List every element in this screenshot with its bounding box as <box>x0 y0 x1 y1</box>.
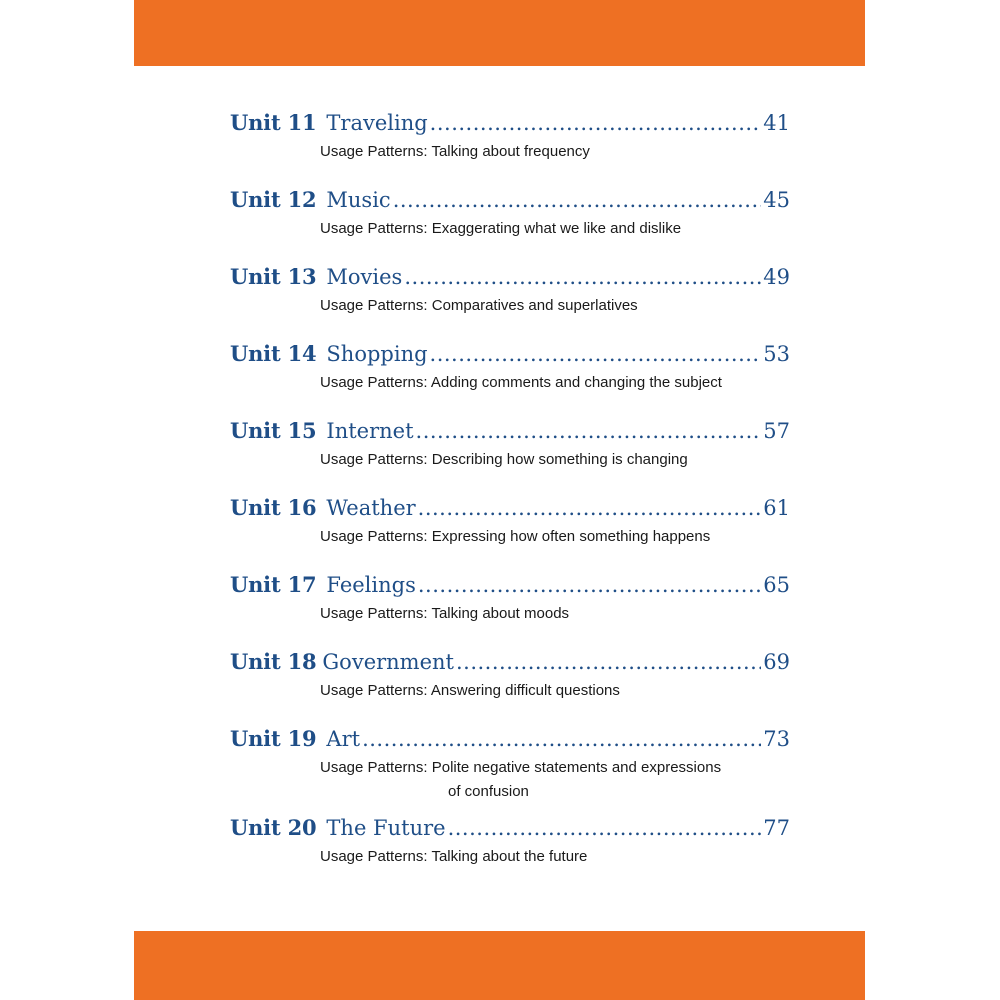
page-number: 77 <box>763 816 790 840</box>
usage-patterns-text: Talking about frequency <box>431 143 590 160</box>
dot-leader <box>456 650 761 674</box>
page-number: 73 <box>763 727 790 751</box>
usage-patterns-text: Talking about moods <box>431 605 570 622</box>
toc-heading-line <box>230 341 790 371</box>
toc-heading-line <box>230 264 790 294</box>
usage-patterns-line <box>320 602 790 626</box>
unit-number: Unit 12 <box>230 187 317 212</box>
unit-title: Internet <box>326 419 414 443</box>
page-number: 53 <box>763 342 790 366</box>
usage-patterns-text: Polite negative statements and expressions <box>431 759 722 776</box>
toc-entry-unit-20[interactable] <box>230 815 790 869</box>
usage-patterns-line <box>320 679 790 703</box>
toc-heading-line <box>230 418 790 448</box>
usage-patterns-label: Usage Patterns: <box>320 682 431 699</box>
unit-number: Unit 14 <box>230 341 317 366</box>
unit-title: Music <box>326 188 391 212</box>
usage-patterns-label: Usage Patterns: <box>320 528 432 545</box>
usage-patterns-line <box>320 756 790 780</box>
toc-heading-line <box>230 495 790 525</box>
usage-patterns-line <box>320 217 790 241</box>
dot-leader <box>430 111 762 135</box>
unit-title: Traveling <box>326 111 428 135</box>
unit-number: Unit 20 <box>230 815 317 840</box>
usage-patterns-text: Exaggerating what we like and dislike <box>431 220 682 237</box>
toc-entry-unit-18[interactable] <box>230 649 790 703</box>
toc-heading-line <box>230 649 790 679</box>
unit-title: Government <box>322 650 454 674</box>
unit-number: Unit 15 <box>230 418 317 443</box>
toc-entry-unit-13[interactable] <box>230 264 790 318</box>
dot-leader <box>404 265 761 289</box>
toc-entry-unit-14[interactable] <box>230 341 790 395</box>
unit-title: Art <box>326 727 361 751</box>
usage-patterns-label: Usage Patterns: <box>320 759 432 776</box>
usage-patterns-label: Usage Patterns: <box>320 297 432 314</box>
toc-heading-line <box>230 726 790 756</box>
usage-patterns-label: Usage Patterns: <box>320 143 432 160</box>
page-number: 61 <box>763 496 790 520</box>
page-number: 57 <box>763 419 790 443</box>
usage-patterns-line <box>320 294 790 318</box>
toc-entry-unit-12[interactable] <box>230 187 790 241</box>
page-number: 49 <box>763 265 790 289</box>
unit-title: The Future <box>326 816 446 840</box>
toc-entry-unit-16[interactable] <box>230 495 790 549</box>
usage-patterns-line <box>320 525 790 549</box>
usage-patterns-label: Usage Patterns: <box>320 451 432 468</box>
toc-entry-unit-19[interactable] <box>230 726 790 804</box>
usage-patterns-text: Adding comments and changing the subject <box>430 374 722 391</box>
unit-number: Unit 13 <box>230 264 317 289</box>
usage-patterns-label: Usage Patterns: <box>320 220 432 237</box>
usage-patterns-text: Talking about the future <box>431 848 588 865</box>
dot-leader <box>416 419 762 443</box>
dot-leader <box>362 727 761 751</box>
unit-title: Weather <box>326 496 416 520</box>
unit-number: Unit 16 <box>230 495 317 520</box>
bottom-orange-band <box>134 931 865 1000</box>
usage-patterns-label: Usage Patterns: <box>320 848 432 865</box>
usage-patterns-text: Comparatives and superlatives <box>431 297 638 314</box>
usage-patterns-text: Describing how something is changing <box>431 451 688 468</box>
page-number: 65 <box>763 573 790 597</box>
top-orange-band <box>134 0 865 66</box>
usage-patterns-text: Expressing how often something happens <box>431 528 711 545</box>
page-number: 69 <box>763 650 790 674</box>
dot-leader <box>418 496 762 520</box>
unit-number: Unit 11 <box>230 110 317 135</box>
usage-patterns-line <box>320 140 790 164</box>
toc-entry-unit-11[interactable] <box>230 110 790 164</box>
usage-patterns-label: Usage Patterns: <box>320 374 431 391</box>
toc-heading-line <box>230 815 790 845</box>
usage-patterns-continuation: of confusion <box>448 783 529 800</box>
unit-number: Unit 17 <box>230 572 317 597</box>
page-number: 45 <box>763 188 790 212</box>
toc-heading-line <box>230 572 790 602</box>
unit-number: Unit 19 <box>230 726 317 751</box>
dot-leader <box>430 342 762 366</box>
dot-leader <box>448 816 762 840</box>
usage-patterns-text: Answering difficult questions <box>430 682 620 699</box>
unit-number: Unit 18 <box>230 649 317 674</box>
unit-title: Shopping <box>326 342 428 366</box>
toc-entry-unit-15[interactable] <box>230 418 790 472</box>
unit-title: Movies <box>326 265 403 289</box>
toc-heading-line <box>230 187 790 217</box>
usage-patterns-line <box>320 845 790 869</box>
document-page <box>134 0 865 1000</box>
toc-heading-line <box>230 110 790 140</box>
dot-leader <box>393 188 762 212</box>
dot-leader <box>418 573 761 597</box>
page-number: 41 <box>763 111 790 135</box>
usage-patterns-label: Usage Patterns: <box>320 605 432 622</box>
usage-patterns-line <box>320 371 790 395</box>
usage-patterns-line <box>320 448 790 472</box>
unit-title: Feelings <box>326 573 416 597</box>
toc-entry-unit-17[interactable] <box>230 572 790 626</box>
